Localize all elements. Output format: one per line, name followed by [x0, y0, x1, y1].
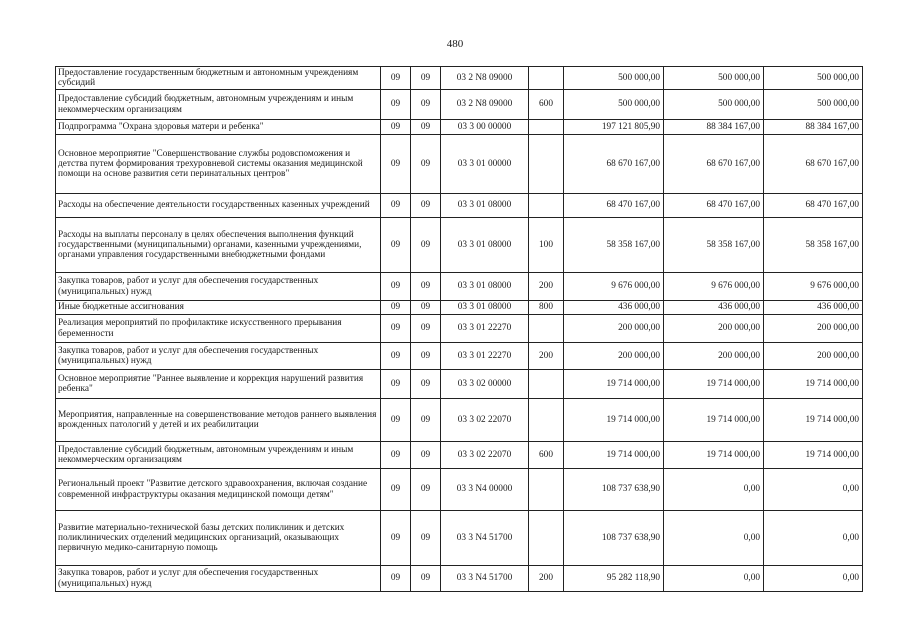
row-code2: 09 — [411, 90, 441, 120]
row-type — [529, 135, 564, 194]
row-sum1: 95 282 118,90 — [564, 566, 664, 592]
row-sum3: 0,00 — [764, 566, 863, 592]
row-sum3: 0,00 — [764, 511, 863, 566]
row-sum1: 9 676 000,00 — [564, 273, 664, 301]
row-type — [529, 511, 564, 566]
row-sum2: 19 714 000,00 — [664, 442, 764, 469]
row-sum3: 68 470 167,00 — [764, 194, 863, 218]
row-name: Развитие материально-технической базы детских поликлиник и детских поликлинических отделений медицинских организаций, оказывающих первичную медико-санитарную помощь — [56, 511, 381, 566]
table-row — [56, 218, 863, 273]
row-code2: 09 — [411, 469, 441, 511]
row-code1: 09 — [381, 442, 411, 469]
row-code1: 09 — [381, 343, 411, 370]
row-name: Предоставление субсидий бюджетным, автономным учреждениям и иным некоммерческим организациям — [56, 90, 381, 120]
row-code1: 09 — [381, 120, 411, 135]
row-type: 200 — [529, 343, 564, 370]
row-code1: 09 — [381, 194, 411, 218]
row-type: 200 — [529, 273, 564, 301]
table-row — [56, 343, 863, 370]
row-sum1: 68 470 167,00 — [564, 194, 664, 218]
row-type — [529, 67, 564, 90]
row-code2: 09 — [411, 566, 441, 592]
row-target: 03 3 01 08000 — [441, 218, 529, 273]
row-code1: 09 — [381, 566, 411, 592]
row-target: 03 3 01 08000 — [441, 194, 529, 218]
row-sum2: 0,00 — [664, 511, 764, 566]
row-sum1: 200 000,00 — [564, 315, 664, 343]
row-target: 03 3 02 00000 — [441, 370, 529, 399]
row-sum1: 436 000,00 — [564, 301, 664, 315]
row-name: Мероприятия, направленные на совершенствование методов раннего выявления врожденных патологий у детей и их реабилитации — [56, 399, 381, 442]
row-code2: 09 — [411, 315, 441, 343]
row-sum2: 58 358 167,00 — [664, 218, 764, 273]
row-sum2: 88 384 167,00 — [664, 120, 764, 135]
row-code2: 09 — [411, 511, 441, 566]
row-target: 03 3 00 00000 — [441, 120, 529, 135]
row-type: 200 — [529, 566, 564, 592]
row-sum1: 19 714 000,00 — [564, 399, 664, 442]
row-sum1: 58 358 167,00 — [564, 218, 664, 273]
row-sum3: 88 384 167,00 — [764, 120, 863, 135]
row-name: Реализация мероприятий по профилактике искусственного прерывания беременности — [56, 315, 381, 343]
table-row — [56, 301, 863, 315]
row-code1: 09 — [381, 135, 411, 194]
row-sum2: 9 676 000,00 — [664, 273, 764, 301]
row-type: 600 — [529, 442, 564, 469]
table-row — [56, 135, 863, 194]
row-type: 800 — [529, 301, 564, 315]
table-row — [56, 90, 863, 120]
row-target: 03 3 01 00000 — [441, 135, 529, 194]
table-row — [56, 442, 863, 469]
row-name: Подпрограмма "Охрана здоровья матери и ребенка" — [56, 120, 381, 135]
row-target: 03 3 02 22070 — [441, 399, 529, 442]
row-code2: 09 — [411, 120, 441, 135]
row-sum1: 19 714 000,00 — [564, 442, 664, 469]
row-name: Закупка товаров, работ и услуг для обеспечения государственных (муниципальных) нужд — [56, 273, 381, 301]
row-target: 03 3 01 08000 — [441, 273, 529, 301]
table-row — [56, 273, 863, 301]
table-row — [56, 566, 863, 592]
table-row — [56, 120, 863, 135]
row-sum3: 19 714 000,00 — [764, 370, 863, 399]
row-sum3: 68 670 167,00 — [764, 135, 863, 194]
row-code1: 09 — [381, 301, 411, 315]
row-code2: 09 — [411, 301, 441, 315]
row-name: Расходы на выплаты персоналу в целях обеспечения выполнения функций государственными (муниципальными) органами, казенными учреждениями, органами управления государственными внебюджетными фондами — [56, 218, 381, 273]
row-sum3: 9 676 000,00 — [764, 273, 863, 301]
table-row — [56, 315, 863, 343]
row-sum3: 58 358 167,00 — [764, 218, 863, 273]
row-sum1: 68 670 167,00 — [564, 135, 664, 194]
row-code2: 09 — [411, 135, 441, 194]
row-sum1: 500 000,00 — [564, 90, 664, 120]
row-sum2: 200 000,00 — [664, 315, 764, 343]
row-code1: 09 — [381, 511, 411, 566]
row-type — [529, 120, 564, 135]
row-sum3: 19 714 000,00 — [764, 442, 863, 469]
row-code1: 09 — [381, 90, 411, 120]
row-sum2: 500 000,00 — [664, 90, 764, 120]
row-type — [529, 399, 564, 442]
table-row — [56, 399, 863, 442]
row-target: 03 3 02 22070 — [441, 442, 529, 469]
row-code1: 09 — [381, 469, 411, 511]
row-type — [529, 315, 564, 343]
row-code2: 09 — [411, 343, 441, 370]
row-name: Иные бюджетные ассигнования — [56, 301, 381, 315]
row-sum2: 19 714 000,00 — [664, 399, 764, 442]
row-sum3: 500 000,00 — [764, 90, 863, 120]
row-sum1: 108 737 638,90 — [564, 469, 664, 511]
row-target: 03 3 N4 51700 — [441, 511, 529, 566]
page-number: 480 — [446, 38, 464, 50]
row-target: 03 3 01 22270 — [441, 343, 529, 370]
row-code2: 09 — [411, 218, 441, 273]
row-type — [529, 194, 564, 218]
row-sum2: 68 670 167,00 — [664, 135, 764, 194]
row-sum3: 500 000,00 — [764, 67, 863, 90]
row-code1: 09 — [381, 273, 411, 301]
row-target: 03 2 N8 09000 — [441, 90, 529, 120]
row-code2: 09 — [411, 273, 441, 301]
row-sum2: 200 000,00 — [664, 343, 764, 370]
row-sum2: 19 714 000,00 — [664, 370, 764, 399]
row-sum1: 197 121 805,90 — [564, 120, 664, 135]
row-name: Основное мероприятие "Совершенствование службы родовспоможения и детства путем формирования трехуровневой системы оказания медицинской помощи на основе развития сети перинатальных центров" — [56, 135, 381, 194]
row-sum1: 19 714 000,00 — [564, 370, 664, 399]
row-name: Закупка товаров, работ и услуг для обеспечения государственных (муниципальных) нужд — [56, 343, 381, 370]
row-sum3: 200 000,00 — [764, 343, 863, 370]
table-row — [56, 469, 863, 511]
row-code2: 09 — [411, 442, 441, 469]
row-code1: 09 — [381, 218, 411, 273]
row-target: 03 3 N4 51700 — [441, 566, 529, 592]
row-name: Закупка товаров, работ и услуг для обеспечения государственных (муниципальных) нужд — [56, 566, 381, 592]
row-sum2: 500 000,00 — [664, 67, 764, 90]
table-row — [56, 511, 863, 566]
row-target: 03 3 N4 00000 — [441, 469, 529, 511]
row-type: 600 — [529, 90, 564, 120]
row-name: Предоставление субсидий бюджетным, автономным учреждениям и иным некоммерческим организациям — [56, 442, 381, 469]
row-sum3: 0,00 — [764, 469, 863, 511]
row-code2: 09 — [411, 399, 441, 442]
row-name: Предоставление государственным бюджетным и автономным учреждениям субсидий — [56, 67, 381, 90]
row-name: Региональный проект "Развитие детского здравоохранения, включая создание современной инфраструктуры оказания медицинской помощи детям" — [56, 469, 381, 511]
row-sum2: 436 000,00 — [664, 301, 764, 315]
row-code1: 09 — [381, 399, 411, 442]
row-code1: 09 — [381, 315, 411, 343]
row-code1: 09 — [381, 67, 411, 90]
table-row — [56, 67, 863, 90]
row-code2: 09 — [411, 194, 441, 218]
row-type — [529, 469, 564, 511]
row-type — [529, 370, 564, 399]
row-target: 03 3 01 08000 — [441, 301, 529, 315]
row-sum3: 19 714 000,00 — [764, 399, 863, 442]
row-name: Основное мероприятие "Раннее выявление и коррекция нарушений развития ребенка" — [56, 370, 381, 399]
row-code1: 09 — [381, 370, 411, 399]
row-name: Расходы на обеспечение деятельности государственных казенных учреждений — [56, 194, 381, 218]
table-row — [56, 194, 863, 218]
row-sum3: 200 000,00 — [764, 315, 863, 343]
row-sum2: 0,00 — [664, 469, 764, 511]
row-sum1: 108 737 638,90 — [564, 511, 664, 566]
row-target: 03 3 01 22270 — [441, 315, 529, 343]
row-sum3: 436 000,00 — [764, 301, 863, 315]
row-code2: 09 — [411, 67, 441, 90]
row-sum2: 68 470 167,00 — [664, 194, 764, 218]
row-sum1: 200 000,00 — [564, 343, 664, 370]
row-code2: 09 — [411, 370, 441, 399]
row-type: 100 — [529, 218, 564, 273]
table-row — [56, 370, 863, 399]
budget-table — [55, 66, 863, 592]
row-sum2: 0,00 — [664, 566, 764, 592]
row-sum1: 500 000,00 — [564, 67, 664, 90]
row-target: 03 2 N8 09000 — [441, 67, 529, 90]
